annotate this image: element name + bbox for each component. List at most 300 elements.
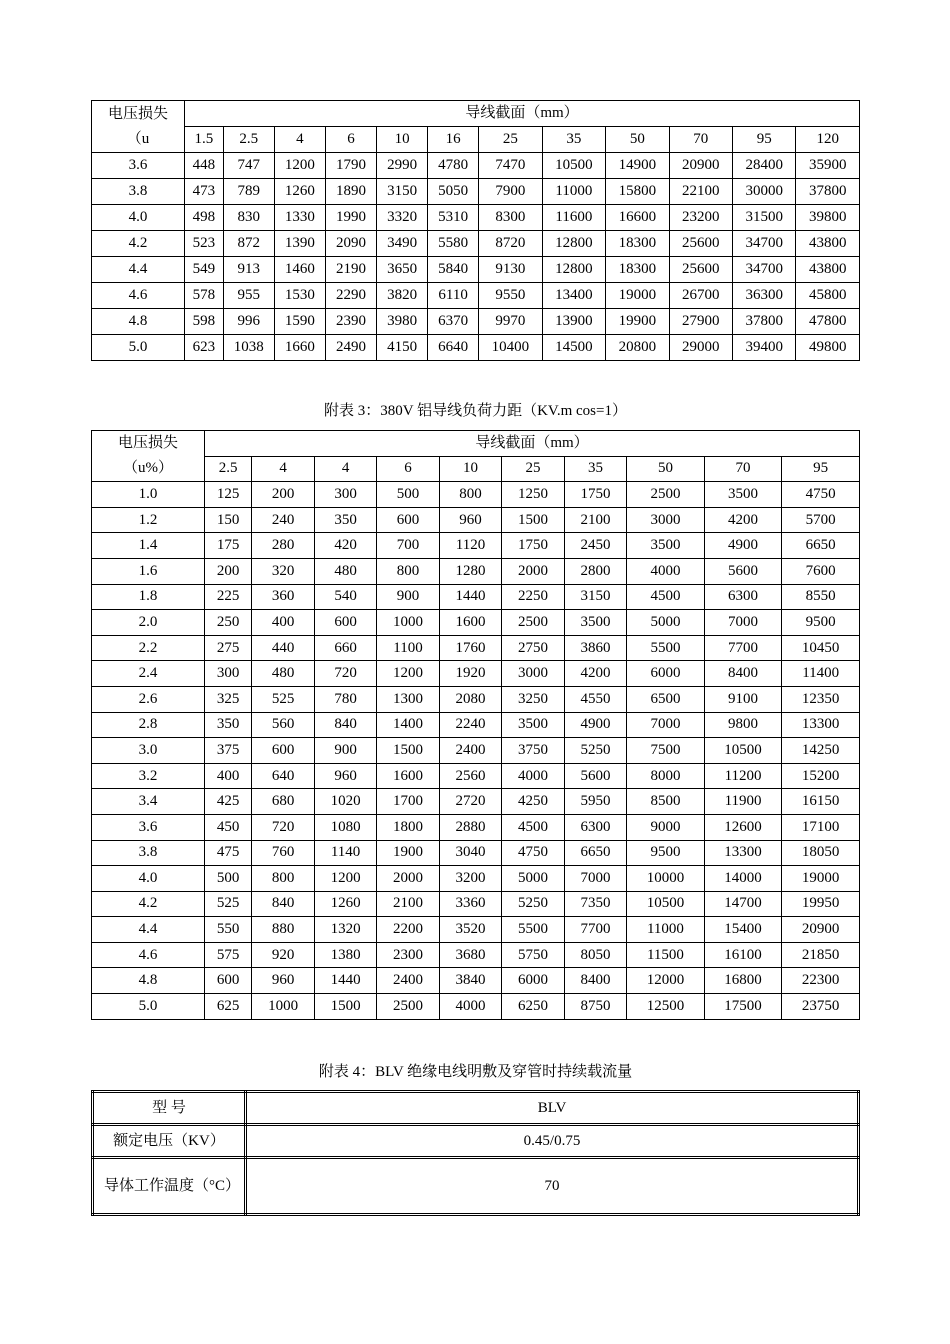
- table-cell: 2200: [377, 917, 439, 943]
- table-cell: 1200: [274, 153, 325, 179]
- table-cell: 47800: [796, 309, 860, 335]
- table-cell: 14250: [782, 738, 860, 764]
- table-cell: 9970: [479, 309, 542, 335]
- table-cell: 3980: [377, 309, 428, 335]
- table-cell: 996: [223, 309, 274, 335]
- column-header: 2.5: [205, 456, 252, 482]
- row-label: 1.6: [92, 558, 205, 584]
- table-cell: 19950: [782, 891, 860, 917]
- table-cell: 16600: [606, 205, 669, 231]
- table-cell: 1250: [502, 482, 564, 508]
- table-cell: 225: [205, 584, 252, 610]
- column-header: 35: [542, 127, 605, 153]
- table-cell: 1890: [325, 179, 376, 205]
- spec-label: 导体工作温度（°C）: [93, 1158, 246, 1215]
- table-cell: 36300: [733, 283, 796, 309]
- table-cell: 2000: [377, 866, 439, 892]
- table-cell: 29000: [669, 335, 732, 361]
- column-header: 25: [502, 456, 564, 482]
- table-cell: 1800: [377, 814, 439, 840]
- table-cell: 2720: [439, 789, 501, 815]
- table-cell: 2880: [439, 814, 501, 840]
- table-row: [92, 891, 860, 917]
- table-cell: 5600: [564, 763, 626, 789]
- table-row: [92, 153, 860, 179]
- table-cell: 3520: [439, 917, 501, 943]
- table-row: [92, 712, 860, 738]
- table-cell: 8750: [564, 994, 626, 1020]
- table-cell: 6500: [627, 686, 705, 712]
- table-cell: 1440: [314, 968, 376, 994]
- table-cell: 8720: [479, 231, 542, 257]
- table-cell: 5000: [627, 610, 705, 636]
- table-cell: 900: [314, 738, 376, 764]
- table-cell: 3860: [564, 635, 626, 661]
- table-cell: 623: [185, 335, 224, 361]
- column-header: 120: [796, 127, 860, 153]
- table-cell: 5500: [502, 917, 564, 943]
- table-cell: 12350: [782, 686, 860, 712]
- table-cell: 7470: [479, 153, 542, 179]
- table-cell: 280: [252, 533, 314, 559]
- table-cell: 872: [223, 231, 274, 257]
- table-cell: 8300: [479, 205, 542, 231]
- table-cell: 549: [185, 257, 224, 283]
- column-header: 6: [377, 456, 439, 482]
- table-cell: 1140: [314, 840, 376, 866]
- table-cell: 8400: [704, 661, 782, 687]
- table-cell: 9500: [627, 840, 705, 866]
- table1-body: [92, 101, 860, 361]
- table-cell: 3500: [627, 533, 705, 559]
- table-cell: 830: [223, 205, 274, 231]
- header-row: [92, 431, 860, 457]
- table-cell: 7500: [627, 738, 705, 764]
- table-cell: 600: [205, 968, 252, 994]
- table-cell: 8400: [564, 968, 626, 994]
- table-cell: 8500: [627, 789, 705, 815]
- table-cell: 598: [185, 309, 224, 335]
- table-cell: 20900: [782, 917, 860, 943]
- table-cell: 475: [205, 840, 252, 866]
- table-cell: 10500: [627, 891, 705, 917]
- table-cell: 16800: [704, 968, 782, 994]
- table-cell: 13300: [782, 712, 860, 738]
- table-cell: 11900: [704, 789, 782, 815]
- table-cell: 1500: [502, 507, 564, 533]
- table-cell: 12800: [542, 257, 605, 283]
- table-row: [92, 309, 860, 335]
- table-cell: 525: [205, 891, 252, 917]
- table-cell: 3000: [627, 507, 705, 533]
- table-cell: 1750: [502, 533, 564, 559]
- table-cell: 7700: [564, 917, 626, 943]
- table2-body: [92, 431, 860, 1020]
- row-label: 1.2: [92, 507, 205, 533]
- table-cell: 2090: [325, 231, 376, 257]
- table-cell: 37800: [796, 179, 860, 205]
- table-cell: 3360: [439, 891, 501, 917]
- column-header: 16: [428, 127, 479, 153]
- table-cell: 3320: [377, 205, 428, 231]
- table-row: [92, 205, 860, 231]
- row-label: 5.0: [92, 335, 185, 361]
- table-cell: 2490: [325, 335, 376, 361]
- table-row: [92, 968, 860, 994]
- table-cell: 2500: [377, 994, 439, 1020]
- table-row: [92, 482, 860, 508]
- table-cell: 6640: [428, 335, 479, 361]
- table-cell: 1260: [274, 179, 325, 205]
- table-cell: 720: [252, 814, 314, 840]
- table-cell: 1530: [274, 283, 325, 309]
- table-cell: 480: [314, 558, 376, 584]
- aluminum-wire-load-moment-table: [91, 430, 860, 1020]
- table-cell: 15800: [606, 179, 669, 205]
- table3-body: [93, 1092, 859, 1215]
- table-cell: 1920: [439, 661, 501, 687]
- table-cell: 2240: [439, 712, 501, 738]
- table-cell: 4500: [502, 814, 564, 840]
- table-cell: 600: [377, 507, 439, 533]
- row-label: 3.6: [92, 814, 205, 840]
- row-label: 2.0: [92, 610, 205, 636]
- table-cell: 11000: [627, 917, 705, 943]
- table-cell: 150: [205, 507, 252, 533]
- table-cell: 2400: [377, 968, 439, 994]
- column-header: 50: [627, 456, 705, 482]
- table-cell: 7000: [704, 610, 782, 636]
- table-cell: 7900: [479, 179, 542, 205]
- column-header: 4: [252, 456, 314, 482]
- row-label: 2.2: [92, 635, 205, 661]
- table-cell: 300: [314, 482, 376, 508]
- table-cell: 1020: [314, 789, 376, 815]
- table-row: [92, 738, 860, 764]
- table-cell: 10400: [479, 335, 542, 361]
- table-cell: 125: [205, 482, 252, 508]
- table-cell: 550: [205, 917, 252, 943]
- table-cell: 2990: [377, 153, 428, 179]
- table-cell: 325: [205, 686, 252, 712]
- table-cell: 7600: [782, 558, 860, 584]
- table-cell: 600: [314, 610, 376, 636]
- table-row: [92, 763, 860, 789]
- table-cell: 523: [185, 231, 224, 257]
- row-label: 4.8: [92, 968, 205, 994]
- spec-row: [93, 1158, 859, 1215]
- table-cell: 26700: [669, 283, 732, 309]
- table-row: [92, 814, 860, 840]
- table-cell: 800: [439, 482, 501, 508]
- table-cell: 4000: [439, 994, 501, 1020]
- table-cell: 625: [205, 994, 252, 1020]
- table-cell: 1660: [274, 335, 325, 361]
- table-cell: 240: [252, 507, 314, 533]
- spec-label: 额定电压（KV）: [93, 1125, 246, 1158]
- row-label: 4.8: [92, 309, 185, 335]
- table-cell: 11200: [704, 763, 782, 789]
- table-cell: 31500: [733, 205, 796, 231]
- table-cell: 11600: [542, 205, 605, 231]
- table-cell: 8000: [627, 763, 705, 789]
- table-cell: 6300: [704, 584, 782, 610]
- table-cell: 4750: [782, 482, 860, 508]
- table-cell: 525: [252, 686, 314, 712]
- row-label: 3.8: [92, 179, 185, 205]
- table-row: [92, 610, 860, 636]
- table-cell: 2190: [325, 257, 376, 283]
- table-cell: 11500: [627, 942, 705, 968]
- table-cell: 1200: [314, 866, 376, 892]
- table-cell: 5580: [428, 231, 479, 257]
- blv-wire-spec-table: [91, 1090, 860, 1216]
- table-row: [92, 840, 860, 866]
- table-cell: 43800: [796, 231, 860, 257]
- table-cell: 5250: [564, 738, 626, 764]
- table-cell: 840: [314, 712, 376, 738]
- table-cell: 7000: [564, 866, 626, 892]
- table4-caption: 附表 4：BLV 绝缘电线明敷及穿管时持续载流量: [318, 1064, 633, 1080]
- table-cell: 13400: [542, 283, 605, 309]
- table-cell: 9550: [479, 283, 542, 309]
- table-cell: 18300: [606, 257, 669, 283]
- table-cell: 2500: [627, 482, 705, 508]
- table-cell: 11000: [542, 179, 605, 205]
- table-cell: 955: [223, 283, 274, 309]
- table-cell: 2100: [377, 891, 439, 917]
- table-row: [92, 231, 860, 257]
- table-cell: 800: [252, 866, 314, 892]
- row-label: 4.6: [92, 283, 185, 309]
- table-cell: 18050: [782, 840, 860, 866]
- table-cell: 5750: [502, 942, 564, 968]
- table-cell: 2080: [439, 686, 501, 712]
- table-cell: 4000: [502, 763, 564, 789]
- table-cell: 760: [252, 840, 314, 866]
- table-cell: 14900: [606, 153, 669, 179]
- table-cell: 1700: [377, 789, 439, 815]
- table-cell: 1900: [377, 840, 439, 866]
- table-cell: 25600: [669, 257, 732, 283]
- table-cell: 4780: [428, 153, 479, 179]
- table-cell: 1500: [314, 994, 376, 1020]
- corner-header: 电压损失（u: [92, 101, 185, 153]
- table-cell: 9500: [782, 610, 860, 636]
- table-cell: 425: [205, 789, 252, 815]
- table-row: [92, 686, 860, 712]
- table-cell: 39800: [796, 205, 860, 231]
- table-row: [92, 866, 860, 892]
- table-row: [92, 942, 860, 968]
- table-cell: 9800: [704, 712, 782, 738]
- table-cell: 6300: [564, 814, 626, 840]
- table-cell: 6000: [502, 968, 564, 994]
- table-cell: 30000: [733, 179, 796, 205]
- table-cell: 4200: [564, 661, 626, 687]
- table-cell: 640: [252, 763, 314, 789]
- table-cell: 2300: [377, 942, 439, 968]
- table-cell: 1100: [377, 635, 439, 661]
- table-cell: 6650: [564, 840, 626, 866]
- table-cell: 250: [205, 610, 252, 636]
- table-cell: 11400: [782, 661, 860, 687]
- table-row: [92, 257, 860, 283]
- spec-row: [93, 1092, 859, 1125]
- spec-value: BLV: [246, 1092, 859, 1125]
- table-cell: 3840: [439, 968, 501, 994]
- row-label: 4.4: [92, 257, 185, 283]
- column-header: 6: [325, 127, 376, 153]
- table-cell: 19000: [606, 283, 669, 309]
- column-header-row: [92, 127, 860, 153]
- table-cell: 9000: [627, 814, 705, 840]
- table-cell: 2800: [564, 558, 626, 584]
- column-header: 10: [377, 127, 428, 153]
- table-cell: 8550: [782, 584, 860, 610]
- table-cell: 12000: [627, 968, 705, 994]
- table-cell: 8050: [564, 942, 626, 968]
- table-cell: 25600: [669, 231, 732, 257]
- spec-label: 型 号: [93, 1092, 246, 1125]
- table-cell: 14700: [704, 891, 782, 917]
- table-cell: 3500: [564, 610, 626, 636]
- table-cell: 34700: [733, 231, 796, 257]
- table-cell: 3500: [502, 712, 564, 738]
- table-cell: 4900: [704, 533, 782, 559]
- table-cell: 375: [205, 738, 252, 764]
- table-cell: 320: [252, 558, 314, 584]
- table-cell: 23200: [669, 205, 732, 231]
- table-cell: 2290: [325, 283, 376, 309]
- table-cell: 1600: [377, 763, 439, 789]
- table-cell: 17100: [782, 814, 860, 840]
- table-cell: 15200: [782, 763, 860, 789]
- table-cell: 2450: [564, 533, 626, 559]
- table-cell: 1390: [274, 231, 325, 257]
- table-cell: 1500: [377, 738, 439, 764]
- table-cell: 22100: [669, 179, 732, 205]
- table-cell: 10450: [782, 635, 860, 661]
- table-cell: 23750: [782, 994, 860, 1020]
- table-cell: 1120: [439, 533, 501, 559]
- column-header: 70: [704, 456, 782, 482]
- table-cell: 2250: [502, 584, 564, 610]
- table-cell: 4150: [377, 335, 428, 361]
- table-cell: 6250: [502, 994, 564, 1020]
- table-cell: 5050: [428, 179, 479, 205]
- table-cell: 4500: [627, 584, 705, 610]
- table-cell: 789: [223, 179, 274, 205]
- table-row: [92, 635, 860, 661]
- table-cell: 5600: [704, 558, 782, 584]
- column-header: 70: [669, 127, 732, 153]
- table-row: [92, 661, 860, 687]
- table-cell: 10500: [704, 738, 782, 764]
- table-cell: 360: [252, 584, 314, 610]
- column-header: 95: [733, 127, 796, 153]
- table-cell: 1750: [564, 482, 626, 508]
- table-cell: 2400: [439, 738, 501, 764]
- table-cell: 6000: [627, 661, 705, 687]
- table-cell: 3250: [502, 686, 564, 712]
- table-cell: 1380: [314, 942, 376, 968]
- table-cell: 2390: [325, 309, 376, 335]
- corner-header: 电压损失（u%）: [92, 431, 205, 482]
- table-cell: 1200: [377, 661, 439, 687]
- table-cell: 350: [205, 712, 252, 738]
- table-cell: 840: [252, 891, 314, 917]
- table-cell: 913: [223, 257, 274, 283]
- table-cell: 540: [314, 584, 376, 610]
- table-cell: 3150: [377, 179, 428, 205]
- row-label: 3.6: [92, 153, 185, 179]
- table-cell: 720: [314, 661, 376, 687]
- table-cell: 175: [205, 533, 252, 559]
- table-cell: 780: [314, 686, 376, 712]
- table-cell: 3650: [377, 257, 428, 283]
- table-cell: 1038: [223, 335, 274, 361]
- row-label: 4.6: [92, 942, 205, 968]
- table-cell: 4200: [704, 507, 782, 533]
- table-cell: 22300: [782, 968, 860, 994]
- table-cell: 10500: [542, 153, 605, 179]
- table-cell: 19000: [782, 866, 860, 892]
- table-row: [92, 584, 860, 610]
- table-cell: 1080: [314, 814, 376, 840]
- table-cell: 700: [377, 533, 439, 559]
- table-row: [92, 558, 860, 584]
- column-header: 95: [782, 456, 860, 482]
- table-cell: 5840: [428, 257, 479, 283]
- table-cell: 3680: [439, 942, 501, 968]
- table-cell: 4000: [627, 558, 705, 584]
- table-cell: 1300: [377, 686, 439, 712]
- table-cell: 400: [252, 610, 314, 636]
- table-cell: 680: [252, 789, 314, 815]
- column-header-row: [92, 456, 860, 482]
- table-cell: 35900: [796, 153, 860, 179]
- row-label: 1.4: [92, 533, 205, 559]
- table-cell: 43800: [796, 257, 860, 283]
- table-cell: 2100: [564, 507, 626, 533]
- table-cell: 7700: [704, 635, 782, 661]
- table-cell: 7000: [627, 712, 705, 738]
- table-cell: 16100: [704, 942, 782, 968]
- table-cell: 1330: [274, 205, 325, 231]
- spec-value: 0.45/0.75: [246, 1125, 859, 1158]
- row-label: 4.2: [92, 231, 185, 257]
- group-header: 导线截面（mm）: [205, 431, 860, 457]
- table-cell: 747: [223, 153, 274, 179]
- table-cell: 6650: [782, 533, 860, 559]
- row-label: 4.2: [92, 891, 205, 917]
- table-cell: 960: [439, 507, 501, 533]
- table-cell: 400: [205, 763, 252, 789]
- table-cell: 1460: [274, 257, 325, 283]
- table-cell: 420: [314, 533, 376, 559]
- table-cell: 12800: [542, 231, 605, 257]
- table-cell: 20800: [606, 335, 669, 361]
- spec-row: [93, 1125, 859, 1158]
- table-cell: 19900: [606, 309, 669, 335]
- column-header: 10: [439, 456, 501, 482]
- row-label: 1.8: [92, 584, 205, 610]
- table-cell: 49800: [796, 335, 860, 361]
- table-cell: 960: [252, 968, 314, 994]
- table-cell: 600: [252, 738, 314, 764]
- table-cell: 12500: [627, 994, 705, 1020]
